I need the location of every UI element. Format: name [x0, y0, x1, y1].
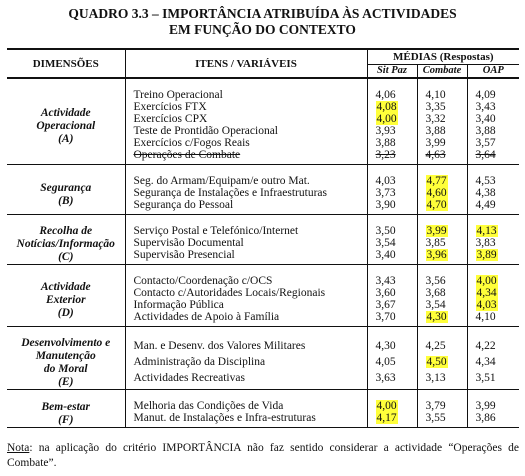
item-label: Actividades de Apoio à Família — [125, 311, 367, 327]
value-oap — [467, 287, 519, 299]
item-label: Exercícios c/Fogos Reais — [125, 137, 367, 149]
value-text: 4,38 — [475, 187, 496, 199]
item-label: Segurança de Instalações e Infraestruturas — [125, 187, 367, 199]
value-sit-paz — [367, 327, 417, 355]
item-label: Man. e Desenv. dos Valores Militares — [125, 327, 367, 355]
value-text: 3,86 — [475, 412, 496, 424]
value-combate — [417, 355, 467, 370]
value-combate — [417, 199, 467, 215]
item-label: Supervisão Presencial — [125, 249, 367, 265]
value-sit-paz — [367, 355, 417, 370]
value-text: 3,54 — [375, 237, 396, 249]
value-combate — [417, 187, 467, 199]
value-text: 4,00 — [376, 113, 397, 125]
item-label: Segurança do Pessoal — [125, 199, 367, 215]
table-row — [7, 265, 519, 288]
dimension-name-line: Recolha de — [39, 225, 93, 237]
item-label: Contacto/Coordenação c/OCS — [125, 265, 367, 288]
value-sit-paz — [367, 187, 417, 199]
value-text: 3,67 — [375, 299, 396, 311]
value-text: 3,68 — [425, 287, 446, 299]
value-text: 3,99 — [425, 137, 446, 149]
value-combate — [417, 101, 467, 113]
value-text: 3,70 — [375, 311, 396, 323]
value-combate — [417, 215, 467, 238]
value-text: 4,50 — [426, 356, 447, 369]
value-text: 3,88 — [425, 125, 446, 137]
value-text: 4,06 — [375, 89, 396, 101]
dimension-name-line: (C) — [58, 251, 74, 263]
value-text: 4,34 — [475, 356, 496, 369]
value-combate — [417, 165, 467, 188]
value-text: 3,99 — [475, 400, 496, 412]
header-oap: OAP — [467, 65, 519, 79]
value-text: 3,43 — [375, 275, 396, 287]
dimension-name — [7, 215, 125, 265]
value-oap — [467, 215, 519, 238]
value-text: 4,13 — [476, 225, 497, 237]
value-text: 3,50 — [375, 225, 396, 237]
value-text: 4,30 — [375, 339, 396, 352]
value-text: 3,13 — [425, 371, 446, 384]
value-combate — [417, 149, 467, 165]
value-oap — [467, 199, 519, 215]
table-title-line-1: QUADRO 3.3 – IMPORTÂNCIA ATRIBUÍDA ÀS ACTIVIDADES — [68, 6, 457, 21]
value-text: 4,03 — [476, 299, 497, 311]
dimension-name-line: Actividade — [40, 107, 91, 119]
table-row — [7, 215, 519, 238]
value-sit-paz — [367, 78, 417, 101]
value-oap — [467, 327, 519, 355]
value-text: 3,79 — [425, 400, 446, 412]
table-row — [7, 165, 519, 188]
value-text: 4,30 — [426, 311, 447, 323]
value-text: 3,56 — [425, 275, 446, 287]
value-sit-paz — [367, 265, 417, 288]
value-text: 4,10 — [475, 311, 496, 323]
value-oap — [467, 249, 519, 265]
value-text: 4,10 — [425, 89, 446, 101]
value-combate — [417, 249, 467, 265]
item-label: Serviço Postal e Telefónico/Internet — [125, 215, 367, 238]
value-oap — [467, 355, 519, 370]
value-text: 3,90 — [375, 199, 396, 211]
value-sit-paz — [367, 390, 417, 413]
dimension-name-line: Segurança — [40, 181, 92, 194]
dimension-name-line: Actividade — [40, 281, 91, 293]
value-sit-paz — [367, 215, 417, 238]
value-oap — [467, 113, 519, 125]
value-text: 4,49 — [475, 199, 496, 211]
value-combate — [417, 265, 467, 288]
dimension-name-line: Manutenção — [35, 350, 96, 362]
importance-table — [7, 48, 519, 428]
item-label: Administração da Disciplina — [125, 355, 367, 370]
dimension-name-line: do Moral — [43, 363, 88, 375]
value-text: 3,54 — [425, 299, 446, 311]
header-itens: ITENS / VARIÁVEIS — [125, 49, 367, 78]
value-oap — [467, 101, 519, 113]
value-sit-paz — [367, 299, 417, 311]
value-combate — [417, 237, 467, 249]
value-text: 3,63 — [375, 371, 396, 384]
value-text: 3,51 — [475, 371, 496, 384]
table-title-line-2: EM FUNÇÃO DO CONTEXTO — [169, 22, 356, 37]
value-combate — [417, 390, 467, 413]
value-text: 3,85 — [425, 237, 446, 249]
value-text: 4,25 — [425, 339, 446, 352]
dimension-name-line: (B) — [58, 194, 74, 207]
value-text: 3,57 — [475, 137, 496, 149]
value-text: 3,88 — [475, 125, 496, 137]
footnote — [7, 441, 519, 471]
item-label: Teste de Prontidão Operacional — [125, 125, 367, 137]
dimension-name-line: (A) — [58, 133, 74, 145]
value-text: 3,35 — [425, 101, 446, 113]
value-sit-paz — [367, 311, 417, 327]
value-text: 3,43 — [475, 101, 496, 113]
value-text: 4,70 — [426, 199, 447, 211]
value-sit-paz — [367, 370, 417, 390]
dimension-name-line: (F) — [58, 413, 74, 426]
value-sit-paz — [367, 149, 417, 165]
value-combate — [417, 327, 467, 355]
header-medias: MÉDIAS (Respostas) — [367, 49, 519, 65]
dimension-name-line: (D) — [57, 307, 74, 319]
item-label: Informação Pública — [125, 299, 367, 311]
value-text: 3,88 — [375, 137, 396, 149]
dimension-name-line: Operacional — [36, 120, 96, 132]
value-oap — [467, 78, 519, 101]
value-text: 4,60 — [426, 187, 447, 199]
value-text: 4,03 — [375, 175, 396, 187]
dimension-name — [7, 165, 125, 215]
item-label: Supervisão Documental — [125, 237, 367, 249]
item-label: Treino Operacional — [125, 78, 367, 101]
value-text: 3,60 — [375, 287, 396, 299]
dimension-name — [7, 390, 125, 428]
dimension-name — [7, 327, 125, 390]
value-oap — [467, 187, 519, 199]
dimension-name — [7, 78, 125, 165]
dimension-name-line: (E) — [58, 376, 74, 388]
value-oap — [467, 125, 519, 137]
value-sit-paz — [367, 199, 417, 215]
value-text: 4,63 — [425, 149, 446, 161]
value-text: 4,53 — [475, 175, 496, 187]
value-text: 4,08 — [376, 101, 397, 113]
value-text: 4,09 — [475, 89, 496, 101]
value-text: 3,73 — [375, 187, 396, 199]
item-label: Exercícios FTX — [125, 101, 367, 113]
value-sit-paz — [367, 165, 417, 188]
value-text: 3,89 — [476, 249, 497, 261]
value-combate — [417, 299, 467, 311]
value-text: 3,83 — [475, 237, 496, 249]
value-text: 3,40 — [475, 113, 496, 125]
dimension-name-line: Bem-estar — [41, 400, 91, 413]
value-oap — [467, 311, 519, 327]
dimension-name-line: Notícias/Informação — [16, 238, 115, 250]
value-oap — [467, 265, 519, 288]
value-text: 3,64 — [475, 149, 496, 161]
item-label: Actividades Recreativas — [125, 370, 367, 390]
value-sit-paz — [367, 287, 417, 299]
value-text: 4,05 — [375, 356, 396, 369]
value-combate — [417, 113, 467, 125]
value-oap — [467, 370, 519, 390]
value-text: 3,99 — [426, 225, 447, 237]
value-sit-paz — [367, 113, 417, 125]
header-sit-paz: Sit Paz — [367, 65, 417, 79]
table-row — [7, 390, 519, 413]
table-row — [7, 78, 519, 101]
header-combate: Combate — [417, 65, 467, 79]
value-text: 3,96 — [426, 249, 447, 261]
value-text: 3,55 — [425, 412, 446, 424]
value-sit-paz — [367, 249, 417, 265]
value-oap — [467, 412, 519, 428]
value-text: 3,32 — [425, 113, 446, 125]
value-oap — [467, 137, 519, 149]
value-text: 4,77 — [426, 175, 447, 187]
dimension-name — [7, 265, 125, 327]
item-label: Manut. de Instalações e Infra-estruturas — [125, 412, 367, 428]
value-combate — [417, 287, 467, 299]
value-sit-paz — [367, 125, 417, 137]
footnote-text: : na aplicação do critério IMPORTÂNCIA não faz sentido considerar a actividade “Operações de Combate”. — [7, 442, 519, 469]
header-dimensoes: DIMENSÕES — [7, 49, 125, 78]
value-combate — [417, 78, 467, 101]
value-oap — [467, 237, 519, 249]
value-text: 4,17 — [376, 412, 397, 424]
value-combate — [417, 370, 467, 390]
item-label: Operações de Combate — [125, 149, 367, 165]
item-label: Seg. do Armam/Equipam/e outro Mat. — [125, 165, 367, 188]
value-sit-paz — [367, 137, 417, 149]
item-label: Melhoria das Condições de Vida — [125, 390, 367, 413]
item-label: Contacto c/Autoridades Locais/Regionais — [125, 287, 367, 299]
value-text: 4,00 — [376, 400, 397, 412]
value-oap — [467, 165, 519, 188]
value-oap — [467, 149, 519, 165]
value-text: 3,93 — [375, 125, 396, 137]
table-body — [7, 78, 519, 428]
dimension-name-line: Desenvolvimento e — [21, 337, 111, 349]
value-combate — [417, 125, 467, 137]
value-sit-paz — [367, 101, 417, 113]
footnote-label: Nota — [7, 442, 30, 454]
value-text: 3,23 — [375, 149, 396, 161]
value-text: 4,34 — [476, 287, 497, 299]
value-oap — [467, 390, 519, 413]
value-combate — [417, 412, 467, 428]
table-row — [7, 327, 519, 355]
value-sit-paz — [367, 412, 417, 428]
dimension-name-line: Exterior — [45, 294, 86, 306]
item-label: Exercícios CPX — [125, 113, 367, 125]
value-oap — [467, 299, 519, 311]
value-text: 4,00 — [476, 275, 497, 287]
value-combate — [417, 137, 467, 149]
value-sit-paz — [367, 237, 417, 249]
value-combate — [417, 311, 467, 327]
value-text: 3,40 — [375, 249, 396, 261]
value-text: 4,22 — [475, 339, 496, 352]
